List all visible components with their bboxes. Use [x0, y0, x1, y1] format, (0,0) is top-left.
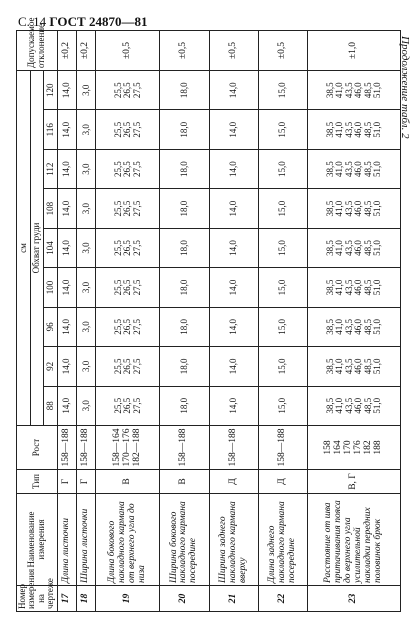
- measurement-number: 20: [160, 586, 209, 612]
- cell-value: 14,0: [227, 161, 238, 178]
- size-value: [57, 228, 76, 267]
- table-body: [57, 31, 401, 612]
- size-value: [307, 110, 401, 149]
- cell-value: 14,0: [227, 397, 238, 414]
- size-value: [77, 386, 96, 425]
- cell-value: 41,0: [334, 279, 345, 296]
- size-value: [258, 307, 307, 346]
- cell-value: 158—164: [111, 428, 122, 467]
- cell-value: 14,0: [227, 82, 238, 99]
- table-row: [96, 31, 160, 612]
- col-num-header: Номер измерения на чертеже: [17, 586, 58, 612]
- cell-value: 25,5: [112, 319, 123, 335]
- cell-value: 15,0: [276, 200, 287, 217]
- size-value: [57, 307, 76, 346]
- cell-value: 46,0: [353, 397, 364, 414]
- cell-value: 46,0: [353, 121, 364, 138]
- cell-value: 14,0: [61, 121, 72, 138]
- cell-value: 38,5: [324, 397, 335, 414]
- cell-value: 170—176: [121, 428, 132, 467]
- cell-value: 15,0: [276, 358, 287, 375]
- size-value: [209, 228, 258, 267]
- cell-value: 3,0: [80, 321, 91, 333]
- measurement-number: 19: [96, 586, 160, 612]
- tolerance-value: ±0,5: [96, 31, 160, 71]
- size-value: [57, 268, 76, 307]
- cell-value: 158—188: [276, 428, 287, 467]
- cell-value: 43,5: [343, 240, 354, 256]
- size-value: [209, 386, 258, 425]
- cell-value: 26,5: [122, 82, 133, 99]
- cell-value: 43,5: [343, 319, 354, 335]
- size-value: [57, 386, 76, 425]
- chest-size-header: 96: [44, 307, 58, 346]
- cell-value: 14,0: [227, 279, 238, 296]
- size-value: [307, 307, 401, 346]
- cell-value: 48,5: [362, 161, 373, 178]
- height-range: [209, 426, 258, 470]
- cell-value: 27,5: [131, 319, 142, 335]
- cell-value: 43,5: [343, 200, 354, 217]
- size-value: [77, 268, 96, 307]
- height-range: [258, 426, 307, 470]
- cell-value: 51,0: [371, 161, 382, 178]
- continuation-note: Продолжение табл. 2: [399, 36, 411, 139]
- measurement-name: Ширина листочки: [77, 494, 96, 586]
- cell-value: 15,0: [276, 397, 287, 414]
- cell-value: 18,0: [178, 319, 189, 335]
- size-value: [209, 307, 258, 346]
- cell-value: 14,0: [61, 358, 72, 375]
- page-prefix: С.: [18, 14, 30, 29]
- cell-value: 41,0: [334, 161, 345, 178]
- size-value: [209, 71, 258, 111]
- tolerance-value: ±0,2: [57, 31, 76, 71]
- cell-value: 48,5: [362, 200, 373, 217]
- cell-value: 46,0: [353, 319, 364, 335]
- size-value: [209, 149, 258, 188]
- cell-value: 27,5: [131, 121, 142, 138]
- size-value: [160, 268, 209, 307]
- cell-value: 25,5: [112, 200, 123, 217]
- garment-type: Д: [258, 470, 307, 494]
- cell-value: 164: [333, 440, 344, 455]
- size-value: [160, 149, 209, 188]
- cell-value: 15,0: [276, 240, 287, 256]
- cell-value: 51,0: [371, 358, 382, 375]
- size-value: [160, 386, 209, 425]
- height-range: [57, 426, 76, 470]
- size-value: [258, 149, 307, 188]
- size-value: [307, 228, 401, 267]
- size-value: [57, 71, 76, 111]
- cell-value: 48,5: [362, 397, 373, 414]
- cell-value: 38,5: [324, 161, 335, 178]
- cell-value: 46,0: [353, 358, 364, 375]
- cell-value: 25,5: [112, 161, 123, 178]
- cell-value: 14,0: [227, 358, 238, 375]
- size-value: [57, 347, 76, 386]
- cell-value: 3,0: [80, 242, 91, 254]
- cell-value: 3,0: [80, 202, 91, 215]
- size-value: [160, 347, 209, 386]
- cell-value: 46,0: [353, 200, 364, 217]
- tolerance-value: ±0,5: [160, 31, 209, 71]
- cell-value: 25,5: [112, 279, 123, 296]
- cell-value: 48,5: [362, 82, 373, 99]
- cell-value: 3,0: [80, 84, 91, 96]
- height-range: [77, 426, 96, 470]
- cell-value: 51,0: [371, 200, 382, 217]
- cell-value: 26,5: [122, 121, 133, 138]
- cell-value: 15,0: [276, 319, 287, 335]
- size-value: [160, 228, 209, 267]
- cell-value: 41,0: [334, 358, 345, 375]
- size-value: [258, 189, 307, 228]
- height-range: [307, 426, 401, 470]
- size-value: [96, 110, 160, 149]
- chest-size-header: 100: [44, 268, 58, 307]
- cell-value: 176: [353, 440, 364, 455]
- col-name-header: Наименование измерения: [17, 494, 58, 586]
- cell-value: 48,5: [362, 240, 373, 256]
- size-value: [209, 110, 258, 149]
- garment-type: Д: [209, 470, 258, 494]
- cell-value: 46,0: [353, 279, 364, 296]
- cell-value: 3,0: [80, 400, 91, 412]
- cell-value: 48,5: [362, 319, 373, 335]
- size-value: [258, 347, 307, 386]
- cell-value: 158—188: [60, 428, 71, 467]
- size-value: [57, 110, 76, 149]
- size-value: [307, 149, 401, 188]
- measurement-name: Ширина заднего накладного кармана вверху: [209, 494, 258, 586]
- measurement-number: 22: [258, 586, 307, 612]
- size-value: [307, 71, 401, 111]
- cell-value: 182—188: [131, 428, 142, 467]
- measurement-number: 21: [209, 586, 258, 612]
- cell-value: 158: [323, 440, 334, 455]
- cell-value: 38,5: [324, 121, 335, 138]
- table-row: [209, 31, 258, 612]
- cell-value: 15,0: [276, 121, 287, 138]
- chest-size-header: 116: [44, 110, 58, 149]
- cell-value: 43,5: [343, 82, 354, 99]
- cell-value: 14,0: [61, 279, 72, 296]
- size-value: [209, 347, 258, 386]
- cell-value: 188: [373, 440, 383, 455]
- cell-value: 14,0: [227, 200, 238, 217]
- cell-value: 43,5: [343, 161, 354, 178]
- cell-value: 51,0: [371, 121, 382, 138]
- size-value: [258, 268, 307, 307]
- cell-value: 14,0: [227, 121, 238, 138]
- cell-value: 27,5: [131, 240, 142, 256]
- measurement-name: Ширина бокового накладного кармана посередине: [160, 494, 209, 586]
- garment-type: Г: [77, 470, 96, 494]
- cell-value: 26,5: [122, 161, 133, 178]
- col-height-header: Рост: [17, 426, 58, 470]
- table-row: [77, 31, 96, 612]
- size-value: [258, 110, 307, 149]
- cell-value: 41,0: [334, 397, 345, 414]
- size-value: [77, 307, 96, 346]
- cell-value: 38,5: [324, 82, 335, 99]
- measurement-name: Расстояние от шва притачивания пояса до верхнего угла усилительной накладки передних половинок брюк: [307, 494, 401, 586]
- cell-value: 41,0: [334, 319, 345, 335]
- cell-value: 14,0: [227, 240, 238, 256]
- cell-value: 26,5: [122, 279, 133, 296]
- size-value: [209, 268, 258, 307]
- cell-value: 43,5: [343, 358, 354, 375]
- size-value: [307, 268, 401, 307]
- cell-value: 46,0: [353, 82, 364, 99]
- cell-value: 41,0: [334, 82, 345, 99]
- size-value: [96, 228, 160, 267]
- cell-value: 14,0: [61, 397, 72, 414]
- cell-value: 51,0: [371, 240, 382, 256]
- cell-value: 43,5: [343, 397, 354, 414]
- cell-value: 51,0: [371, 279, 382, 296]
- size-value: [57, 149, 76, 188]
- cell-value: 25,5: [112, 240, 123, 256]
- cell-value: 158—188: [178, 428, 189, 467]
- col-type-header: Тип: [17, 470, 58, 494]
- cell-value: 170: [343, 440, 354, 455]
- size-value: [160, 189, 209, 228]
- cell-value: 51,0: [371, 82, 382, 99]
- measurement-name: Длина заднего накладного кармана посередине: [258, 494, 307, 586]
- cell-value: 27,5: [131, 82, 142, 99]
- cell-value: 18,0: [178, 82, 189, 99]
- size-value: [77, 347, 96, 386]
- chest-size-header: 88: [44, 386, 58, 425]
- cell-value: 46,0: [353, 161, 364, 178]
- size-value: [77, 110, 96, 149]
- cell-value: 26,5: [122, 200, 133, 217]
- cell-value: 48,5: [362, 121, 373, 138]
- cell-value: 14,0: [61, 82, 72, 99]
- size-value: [77, 228, 96, 267]
- chest-size-header: 112: [44, 149, 58, 188]
- size-value: [96, 149, 160, 188]
- chest-size-header: 108: [44, 189, 58, 228]
- size-value: [96, 71, 160, 111]
- page-number: 14: [33, 14, 47, 29]
- cell-value: 15,0: [276, 161, 287, 178]
- cell-value: 3,0: [80, 360, 91, 372]
- size-value: [307, 386, 401, 425]
- cell-value: 3,0: [80, 124, 91, 136]
- col-tolerance-header: Допускаемое отклонение: [17, 31, 58, 71]
- measurement-number: 17: [57, 586, 76, 612]
- size-value: [96, 189, 160, 228]
- tolerance-value: ±1,0: [307, 31, 401, 71]
- cell-value: 14,0: [61, 319, 72, 335]
- garment-type: В: [96, 470, 160, 494]
- chest-size-header: 92: [44, 347, 58, 386]
- cell-value: 25,5: [112, 82, 123, 99]
- cell-value: 25,5: [112, 121, 123, 138]
- cell-value: 25,5: [112, 358, 123, 375]
- table-row: [258, 31, 307, 612]
- size-value: [209, 189, 258, 228]
- tolerance-value: ±0,5: [258, 31, 307, 71]
- garment-type: В: [160, 470, 209, 494]
- cell-value: 51,0: [371, 397, 382, 414]
- cell-value: 38,5: [324, 358, 335, 375]
- cell-value: 51,0: [371, 319, 382, 335]
- cell-value: 26,5: [122, 240, 133, 256]
- cell-value: 18,0: [178, 240, 189, 256]
- measurement-name: Длина бокового накладного кармана от верхнего угла до низа: [96, 494, 160, 586]
- size-value: [307, 189, 401, 228]
- cell-value: 182: [363, 440, 374, 455]
- size-value: [307, 347, 401, 386]
- measurement-number: 23: [307, 586, 401, 612]
- cell-value: 26,5: [122, 397, 133, 414]
- cell-value: 46,0: [353, 240, 364, 256]
- tolerance-value: ±0,5: [209, 31, 258, 71]
- size-value: [96, 307, 160, 346]
- cell-value: 38,5: [324, 319, 335, 335]
- height-range: [160, 426, 209, 470]
- cell-value: 3,0: [80, 281, 91, 294]
- cell-value: 43,5: [343, 279, 354, 296]
- size-value: [258, 71, 307, 111]
- cell-value: 158—188: [227, 428, 238, 467]
- cell-value: 27,5: [131, 200, 142, 217]
- cell-value: 48,5: [362, 279, 373, 296]
- cell-value: 25,5: [112, 397, 123, 414]
- height-range: [96, 426, 160, 470]
- cell-value: 3,0: [80, 163, 91, 175]
- cell-value: 18,0: [178, 161, 189, 178]
- garment-type: Г: [57, 470, 76, 494]
- garment-type: В, Г: [307, 470, 401, 494]
- size-value: [57, 189, 76, 228]
- standard-id: ГОСТ 24870—81: [49, 14, 148, 29]
- size-value: [160, 110, 209, 149]
- table-row: [307, 31, 401, 612]
- cell-value: 27,5: [131, 161, 142, 178]
- cell-value: 15,0: [276, 279, 287, 296]
- cell-value: 27,5: [131, 358, 142, 375]
- cell-value: 18,0: [178, 200, 189, 217]
- cell-value: 14,0: [61, 200, 72, 217]
- table-row: [57, 31, 76, 612]
- size-value: [77, 149, 96, 188]
- cell-value: 15,0: [276, 82, 287, 99]
- chest-size-header: 120: [44, 71, 58, 111]
- cell-value: 14,0: [61, 240, 72, 256]
- cell-value: 18,0: [178, 279, 189, 296]
- size-value: [77, 71, 96, 111]
- chest-size-header: 104: [44, 228, 58, 267]
- cell-value: 43,5: [343, 121, 354, 138]
- cell-value: 27,5: [131, 397, 142, 414]
- size-value: [160, 307, 209, 346]
- table-row: [160, 31, 209, 612]
- chest-group-header: Обхват груди: [30, 71, 44, 426]
- cell-value: 27,5: [131, 279, 142, 296]
- cell-value: 41,0: [334, 240, 345, 256]
- measurement-name: Длина листочки: [57, 494, 76, 586]
- size-value: [258, 228, 307, 267]
- cell-value: 38,5: [324, 240, 335, 256]
- cell-value: 26,5: [122, 358, 133, 375]
- cell-value: 38,5: [324, 200, 335, 217]
- size-value: [96, 268, 160, 307]
- cell-value: 18,0: [178, 358, 189, 375]
- size-value: [77, 189, 96, 228]
- tolerance-value: ±0,2: [77, 31, 96, 71]
- cell-value: 26,5: [122, 319, 133, 335]
- cell-value: 158—188: [80, 428, 91, 467]
- cell-value: 48,5: [362, 358, 373, 375]
- unit-header: см: [17, 71, 31, 426]
- cell-value: 41,0: [334, 200, 345, 217]
- cell-value: 18,0: [178, 397, 189, 414]
- measurement-number: 18: [77, 586, 96, 612]
- size-value: [96, 347, 160, 386]
- cell-value: 18,0: [178, 121, 189, 138]
- cell-value: 14,0: [61, 161, 72, 178]
- cell-value: 38,5: [324, 279, 335, 296]
- cell-value: 41,0: [334, 121, 345, 138]
- size-value: [96, 386, 160, 425]
- cell-value: 14,0: [227, 319, 238, 335]
- size-value: [258, 386, 307, 425]
- size-value: [160, 71, 209, 111]
